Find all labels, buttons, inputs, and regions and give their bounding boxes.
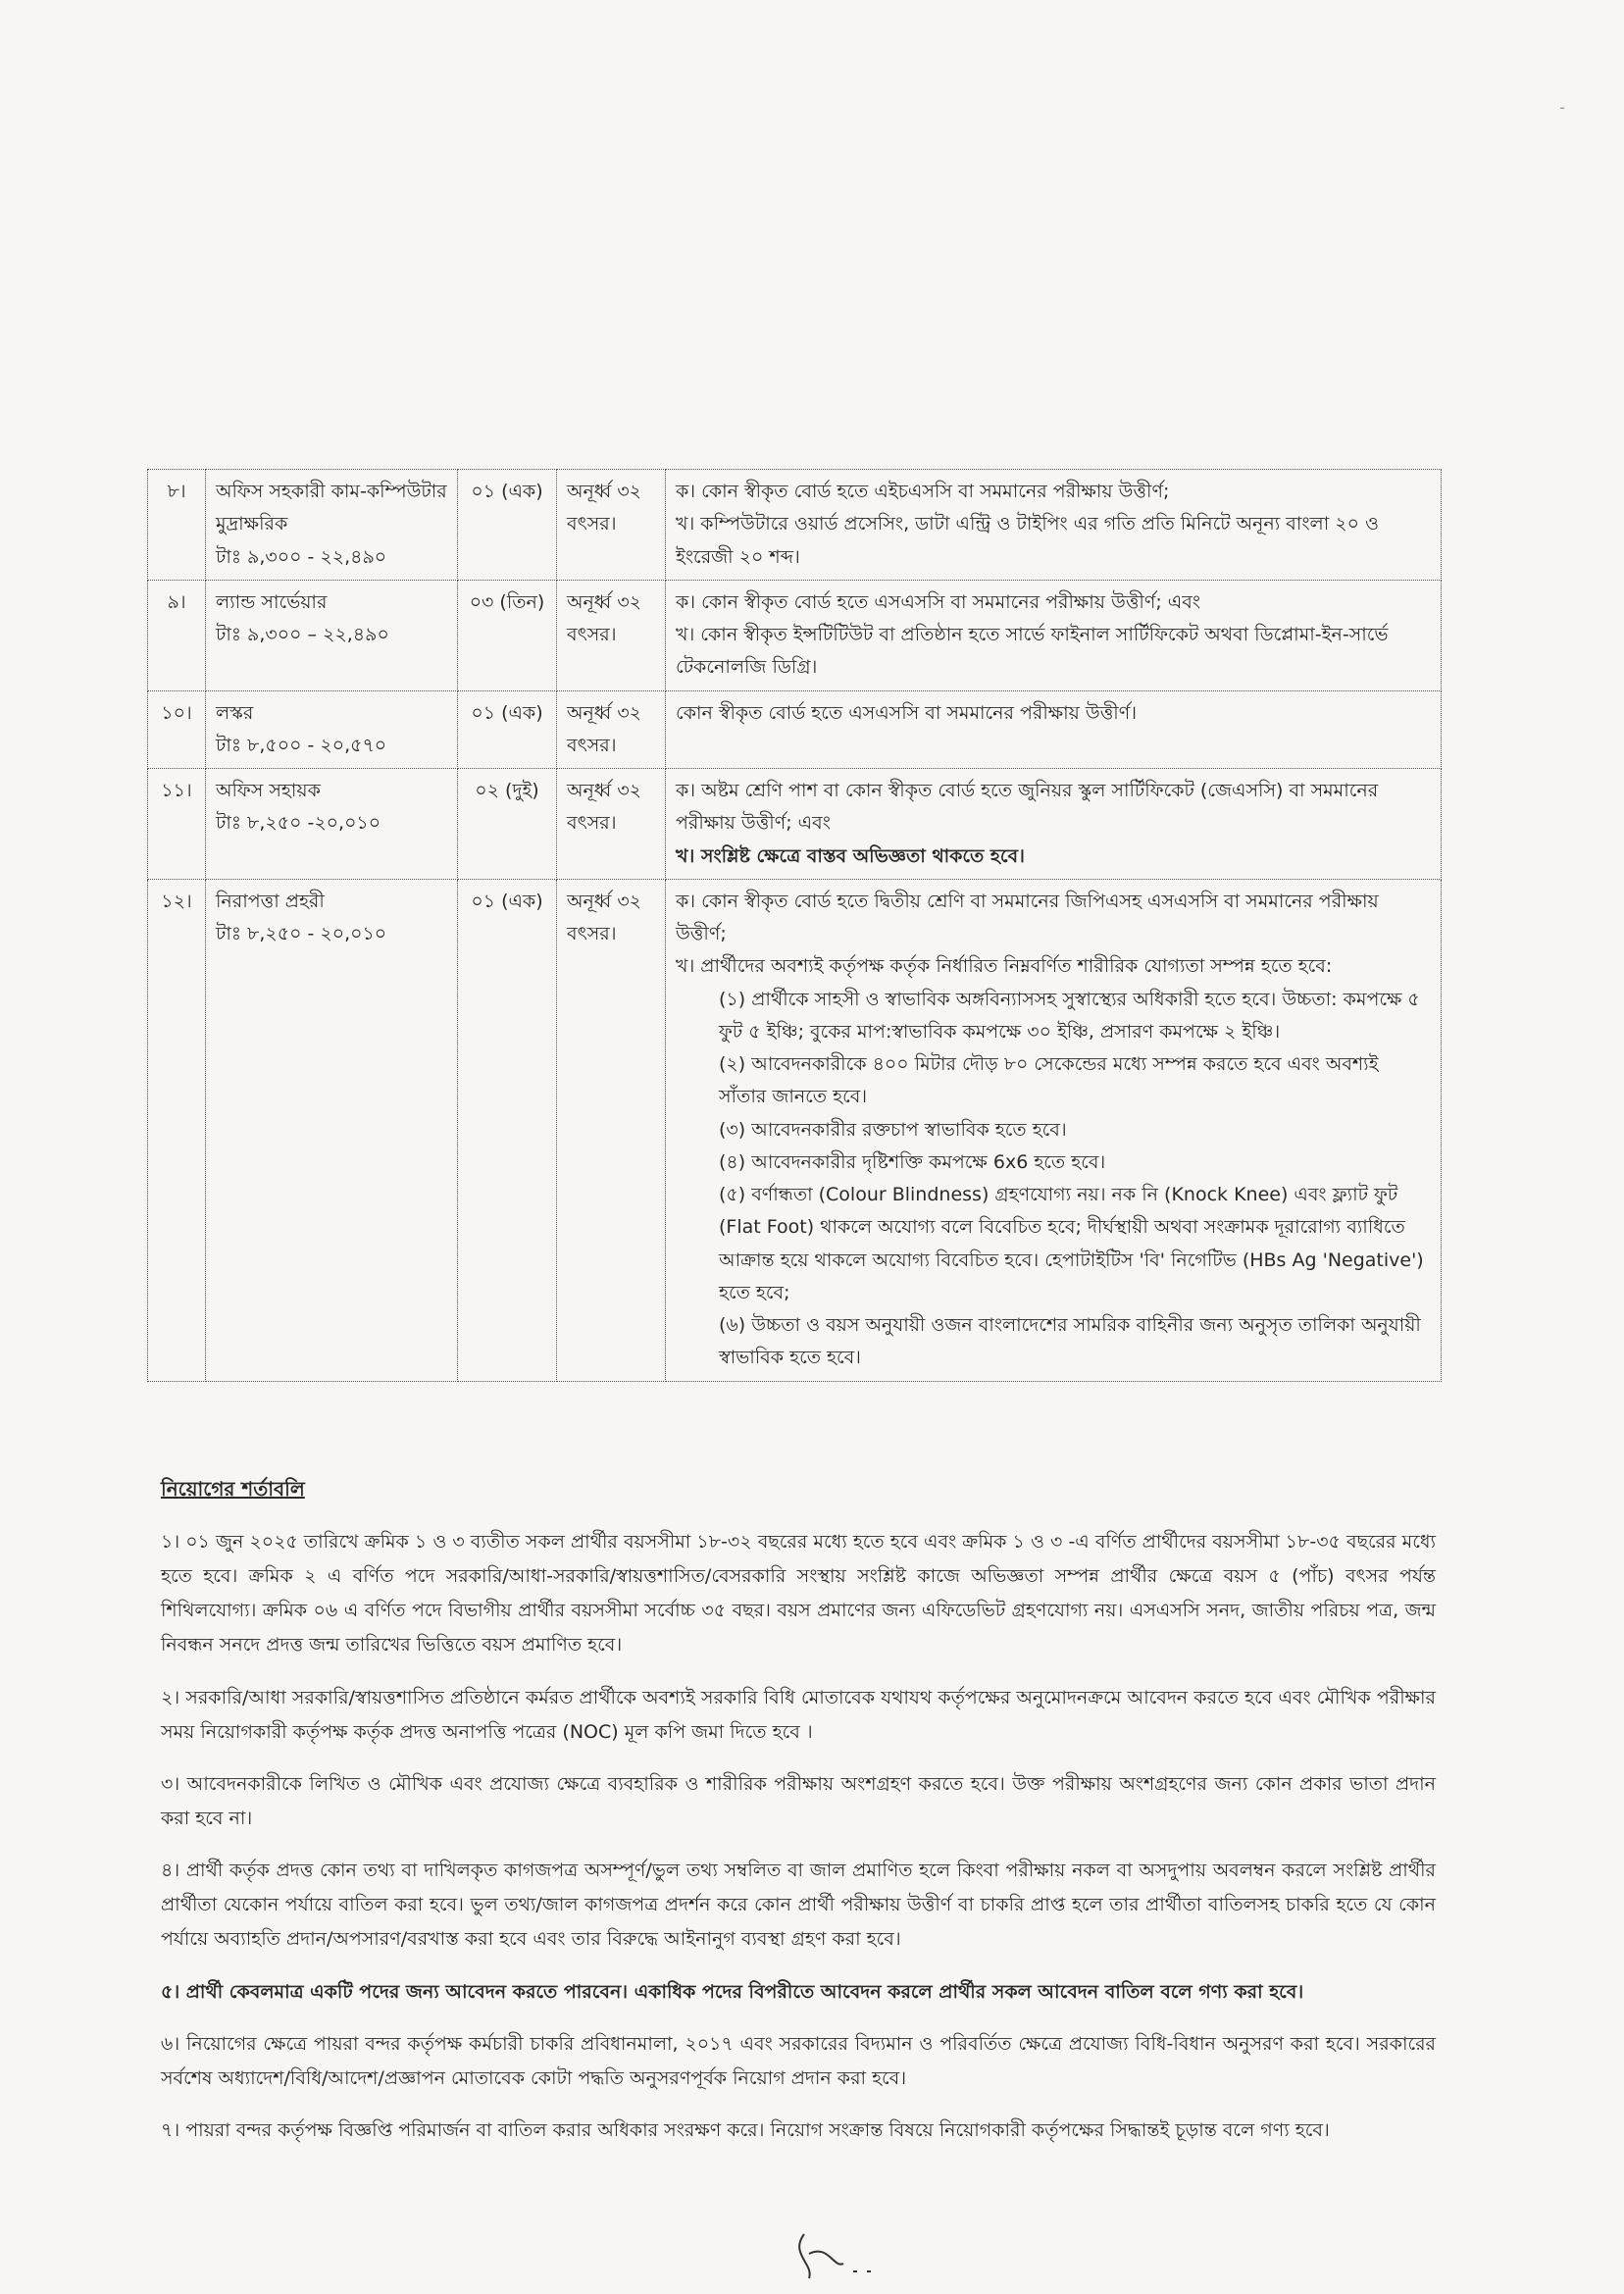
qualification-cell (666, 769, 1442, 880)
qualification-item: খ। কম্পিউটারে ওয়ার্ড প্রসেসিং, ডাটা এন্ট্রি ও টাইপিং এর গতি প্রতি মিনিটে অনূন্য বাংলা ২০ ও ইংরেজী ২০ শব্দ। (676, 513, 1379, 568)
post-cell (206, 580, 458, 690)
qualification-item: ক। কোন স্বীকৃত বোর্ড হতে এসএসসি বা সমমানের পরীক্ষায় উত্তীর্ণ; এবং (676, 590, 1201, 613)
qualification-cell (666, 580, 1442, 690)
qualification-item: খ। কোন স্বীকৃত ইন্সটিটিউট বা প্রতিষ্ঠান হতে সার্ভে ফাইনাল সার্টিফিকেট অথবা ডিপ্লোমা-ইন-সার্ভে টেকনোলজি ডিগ্রি। (676, 624, 1389, 679)
post-cell (206, 470, 458, 581)
post-pay-scale: টাঃ ৯,৩০০ - ২২,৪৯০ (216, 545, 387, 568)
age-limit: অনূর্ধ্ব ৩২ বৎসর। (557, 470, 666, 581)
age-limit: অনূর্ধ্ব ৩২ বৎসর। (557, 690, 666, 769)
appointment-conditions (161, 1471, 1436, 2166)
conditions-title: নিয়োগের শর্তাবলি (161, 1477, 305, 1501)
qualification-cell (666, 690, 1442, 769)
table-row (148, 769, 1442, 880)
physical-requirement-item: (২) আবেদনকারীকে ৪০০ মিটার দৌড় ৮০ সেকেন্ডের মধ্যে সম্পন্ন করতে হবে এবং অবশ্যই সাঁতার জানতে হবে। (719, 1053, 1379, 1108)
post-pay-scale: টাঃ ৮,২৫০ - ২০,০১০ (216, 923, 387, 944)
qualification-cell (666, 470, 1442, 581)
age-limit: অনূর্ধ্ব ৩২ বৎসর। (557, 879, 666, 1381)
serial-cell: ৮। (148, 470, 206, 581)
qualification-item: ক। কোন স্বীকৃত বোর্ড হতে দ্বিতীয় শ্রেণি বা সমমানের জিপিএসহ এসএসসি বা সমমানের পরীক্ষায় উত্তীর্ণ; (676, 890, 1379, 944)
post-cell (206, 879, 458, 1381)
physical-requirement-item: (৩) আবেদনকারীর রক্তচাপ স্বাভাবিক হতে হবে। (719, 1118, 1067, 1141)
margin-mark: - (1559, 98, 1565, 117)
serial-cell: ১১। (148, 769, 206, 880)
post-cell (206, 690, 458, 769)
post-title: অফিস সহায়ক (216, 780, 321, 801)
serial-cell: ৯। (148, 580, 206, 690)
post-title: ল্যান্ড সার্ভেয়ার (216, 590, 328, 613)
condition-item: ৫। প্রার্থী কেবলমাত্র একটি পদের জন্য আবেদন করতে পারবেন। একাধিক পদের বিপরীতে আবেদন করলে প্রার্থীর সকল আবেদন বাতিল বলে গণ্য করা হবে। (161, 1980, 1304, 2003)
condition-item: ৬। নিয়োগের ক্ষেত্রে পায়রা বন্দর কর্তৃপক্ষ কর্মচারী চাকরি প্রবিধানমালা, ২০১৭ এবং সরকারের বিদ্যমান ও পরিবর্তিত ক্ষেত্রে প্রযোজ্য বিধি-বিধান অনুসরণ করা হবে। সরকারের সর্বশেষ অধ্যাদেশ/বিধি/আদেশ/প্রজ্ঞাপন মোতাবেক কোটা পদ্ধতি অনুসরণপূর্বক নিয়োগ প্রদান করা হবে। (161, 2032, 1436, 2089)
qualification-cell (666, 879, 1442, 1381)
table-row (148, 470, 1442, 581)
age-limit: অনূর্ধ্ব ৩২ বৎসর। (557, 769, 666, 880)
condition-item: ১। ০১ জুন ২০২৫ তারিখে ক্রমিক ১ ও ৩ ব্যতীত সকল প্রার্থীর বয়সসীমা ১৮-৩২ বছরের মধ্যে হতে হবে এবং ক্রমিক ১ ও ৩ -এ বর্ণিত প্রার্থীদের বয়সসীমা ১৮-৩৫ বছরের মধ্যে হতে হবে। ক্রমিক ২ এ বর্ণিত পদে সরকারি/আধা-সরকারি/স্বায়ত্তশাসিত/বেসরকারি সংস্থায় সংশ্লিষ্ট কাজে অভিজ্ঞতা সম্পন্ন প্রার্থীর ক্ষেত্রে বয়স ৫ (পাঁচ) বৎসর পর্যন্ত শিথিলযোগ্য। ক্রমিক ০৬ এ বর্ণিত পদে বিভাগীয় প্রার্থীর বয়সসীমা সর্বোচ্চ ৩৫ বছর। বয়স প্রমাণের জন্য এফিডেভিট গ্রহণযোগ্য নয়। এসএসসি সনদ, জাতীয় পরিচয় পত্র, জন্ম নিবন্ধন সনদে প্রদত্ত জন্ম তারিখের ভিত্তিতে বয়স প্রমাণিত হবে। (161, 1531, 1436, 1657)
vacancy-count: ০১ (এক) (458, 690, 557, 769)
signature-mark (785, 2224, 892, 2283)
condition-item: ২। সরকারি/আধা সরকারি/স্বায়ত্তশাসিত প্রতিষ্ঠানে কর্মরত প্রার্থীকে অবশ্যই সরকারি বিধি মোতাবেক যথাযথ কর্তৃপক্ষের অনুমোদনক্রমে আবেদন করতে হবে এবং মৌখিক পরীক্ষার সময় নিয়োগকারী কর্তৃপক্ষ কর্তৃক প্রদত্ত অনাপত্তি পত্রের (NOC) মূল কপি জমা দিতে হবে । (161, 1686, 1436, 1743)
qualification-item: খ। প্রার্থীদের অবশ্যই কর্তৃপক্ষ কর্তৃক নির্ধারিত নিম্নবর্ণিত শারীরিক যোগ্যতা সম্পন্ন হতে হবে: (676, 955, 1333, 978)
qualification-item: ক। অষ্টম শ্রেণি পাশ বা কোন স্বীকৃত বোর্ড হতে জুনিয়র স্কুল সার্টিফিকেট (জেএসসি) বা সমমানের পরীক্ষায় উত্তীর্ণ; এবং (676, 780, 1379, 835)
condition-item: ৪। প্রার্থী কর্তৃক প্রদত্ত কোন তথ্য বা দাখিলকৃত কাগজপত্র অসম্পূর্ণ/ভুল তথ্য সম্বলিত বা জাল প্রমাণিত হলে কিংবা পরীক্ষায় নকল বা অসদুপায় অবলম্বন করলে সংশ্লিষ্ট প্রার্থীর প্রার্থীতা যেকোন পর্যায়ে বাতিল করা হবে। ভুল তথ্য/জাল কাগজপত্র প্রদর্শন করে কোন প্রার্থী পরীক্ষায় উত্তীর্ণ বা চাকরি প্রাপ্ত হলে তার প্রার্থীতা বাতিলসহ চাকরি হতে যে কোন পর্যায়ে অব্যাহতি প্রদান/অপসারণ/বরখাস্ত করা হবে এবং তার বিরুদ্ধে আইনানুগ ব্যবস্থা গ্রহণ করা হবে। (161, 1860, 1436, 1951)
vacancy-count: ০৩ (তিন) (458, 580, 557, 690)
vacancy-count: ০১ (এক) (458, 879, 557, 1381)
physical-requirement-item: (৬) উচ্চতা ও বয়স অনুযায়ী ওজন বাংলাদেশের সামরিক বাহিনীর জন্য অনুসৃত তালিকা অনুযায়ী স্বাভাবিক হতে হবে। (719, 1314, 1421, 1369)
post-title: লস্কর (216, 701, 254, 724)
posts-table-wrapper (147, 469, 1442, 1382)
physical-requirement-item: (৫) বর্ণান্ধতা (Colour Blindness) গ্রহণযোগ্য নয়। নক নি (Knock Knee) এবং ফ্ল্যাট ফুট (Flat Foot) থাকলে অযোগ্য বলে বিবেচিত হবে; দীর্ঘস্থায়ী অথবা সংক্রামক দূরারোগ্য ব্যাধিতে আক্রান্ত হয়ে থাকলে অযোগ্য বিবেচিত হবে। হেপাটাইটিস 'বি' নিগেটিভ (HBs Ag 'Negative') হতে হবে; (719, 1184, 1424, 1303)
post-pay-scale: টাঃ ৯,৩০০ – ২২,৪৯০ (216, 624, 389, 645)
serial-cell: ১২। (148, 879, 206, 1381)
table-row (148, 690, 1442, 769)
post-pay-scale: টাঃ ৮,৫০০ - ২০,৫৭০ (216, 734, 387, 756)
vacancy-count: ০১ (এক) (458, 470, 557, 581)
post-pay-scale: টাঃ ৮,২৫০ -২০,০১০ (216, 812, 381, 835)
vacancy-count: ০২ (দুই) (458, 769, 557, 880)
table-row (148, 879, 1442, 1381)
qualification-item: ক। কোন স্বীকৃত বোর্ড হতে এইচএসসি বা সমমানের পরীক্ষায় উত্তীর্ণ; (676, 481, 1170, 502)
post-title: অফিস সহকারী কাম-কম্পিউটার মুদ্রাক্ষরিক (216, 481, 447, 535)
qualification-item: কোন স্বীকৃত বোর্ড হতে এসএসসি বা সমমানের পরীক্ষায় উত্তীর্ণ। (676, 701, 1138, 724)
physical-requirement-item: (১) প্রার্থীকে সাহসী ও স্বাভাবিক অঙ্গবিন্যাসসহ সুস্বাস্থ্যের অধিকারী হতে হবে। উচ্চতা: কমপক্ষে ৫ ফুট ৫ ইঞ্চি; বুকের মাপ:স্বাভাবিক কমপক্ষে ৩০ ইঞ্চি, প্রসারণ কমপক্ষে ২ ইঞ্চি। (719, 988, 1420, 1043)
post-cell (206, 769, 458, 880)
age-limit: অনূর্ধ্ব ৩২ বৎসর। (557, 580, 666, 690)
post-title: নিরাপত্তা প্রহরী (216, 890, 325, 912)
condition-item: ৩। আবেদনকারীকে লিখিত ও মৌখিক এবং প্রযোজ্য ক্ষেত্রে ব্যবহারিক ও শারীরিক পরীক্ষায় অংশগ্রহণ করতে হবে। উক্ত পরীক্ষায় অংশগ্রহণের জন্য কোন প্রকার ভাতা প্রদান করা হবে না। (161, 1772, 1436, 1829)
condition-item: ৭। পায়রা বন্দর কর্তৃপক্ষ বিজ্ঞপ্তি পরিমার্জন বা বাতিল করার অধিকার সংরক্ষণ করে। নিয়োগ সংক্রান্ত বিষয়ে নিয়োগকারী কর্তৃপক্ষের সিদ্ধান্তই চূড়ান্ত বলে গণ্য হবে। (161, 2118, 1330, 2141)
table-row (148, 580, 1442, 690)
serial-cell: ১০। (148, 690, 206, 769)
physical-requirement-item: (৪) আবেদনকারীর দৃষ্টিশক্তি কমপক্ষে 6x6 হতে হবে। (719, 1150, 1106, 1173)
qualification-item: খ। সংশ্লিষ্ট ক্ষেত্রে বাস্তব অভিজ্ঞতা থাকতে হবে। (676, 844, 1025, 867)
posts-table (147, 469, 1442, 1382)
